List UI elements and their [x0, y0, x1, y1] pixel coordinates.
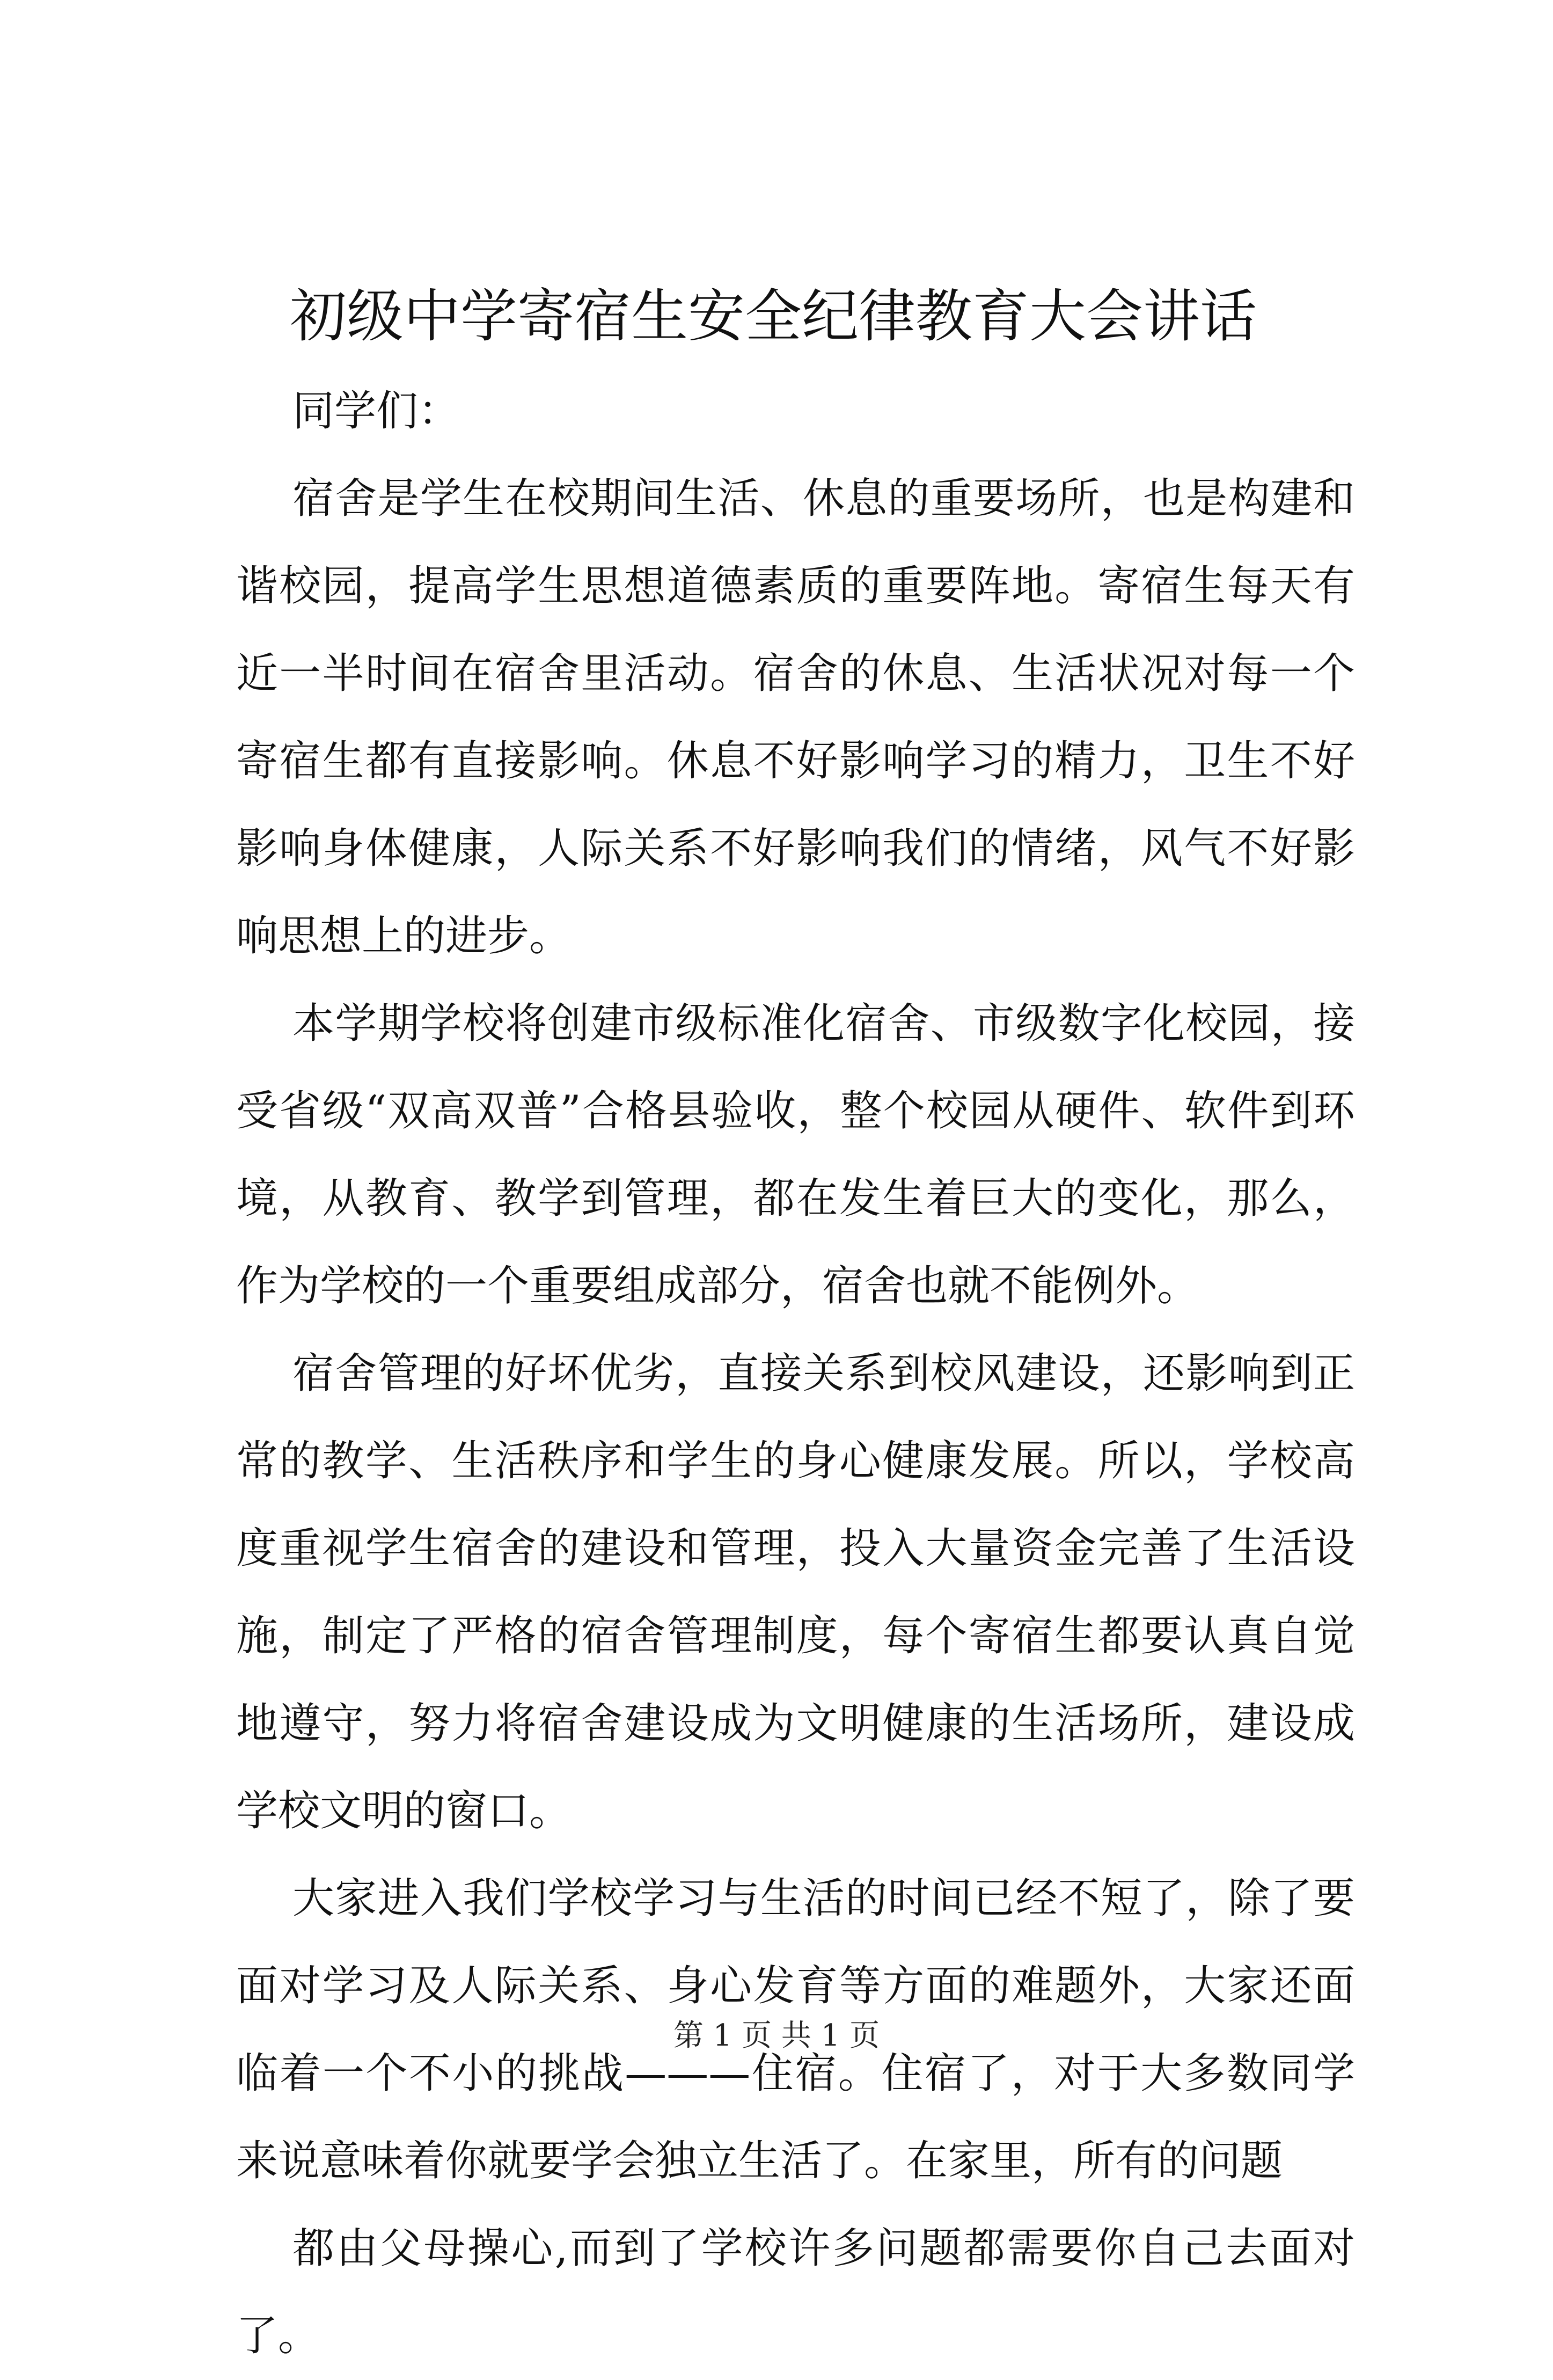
document-body: [236, 368, 1355, 2380]
paragraph: 宿舍管理的好坏优劣，直接关系到校风建设，还影响到正常的教学、生活秩序和学生的身心健康发展。所以，学校高度重视学生宿舍的建设和管理，投入大量资金完善了生活设施，制定了严格的宿舍管理制度，每个寄宿生都要认真自觉地遵守，努力将宿舍建设成为文明健康的生活场所，建设成学校文明的窗口。: [236, 1349, 1355, 1835]
paragraph: 大家进入我们学校学习与生活的时间已经不短了，除了要面对学习及人际关系、身心发育等方面的难题外，大家还面临着一个不小的挑战———住宿。住宿了，对于大多数同学来说意味着你就要学会独立生活了。在家里，所有的问题: [236, 1874, 1355, 2185]
paragraph: 都由父母操心,而到了学校许多问题都需要你自己去面对了。: [236, 2224, 1355, 2360]
page-footer: 第 1 页 共 1 页: [673, 2018, 880, 2053]
paragraph: 宿舍是学生在校期间生活、休息的重要场所，也是构建和谐校园，提高学生思想道德素质的重要阵地。寄宿生每天有近一半时间在宿舍里活动。宿舍的休息、生活状况对每一个寄宿生都有直接影响。休息不好影响学习的精力，卫生不好影响身体健康，人际关系不好影响我们的情绪，风气不好影响思想上的进步。: [236, 474, 1355, 960]
document-title: 初级中学寄宿生安全纪律教育大会讲话: [290, 283, 1257, 349]
paragraph: 本学期学校将创建市级标准化宿舍、市级数字化校园，接受省级“双高双普”合格县验收，整个校园从硬件、软件到环境，从教育、教学到管理，都在发生着巨大的变化，那么，作为学校的一个重要组成部分，宿舍也就不能例外。: [236, 999, 1355, 1310]
salutation: 同学们：: [292, 387, 460, 435]
